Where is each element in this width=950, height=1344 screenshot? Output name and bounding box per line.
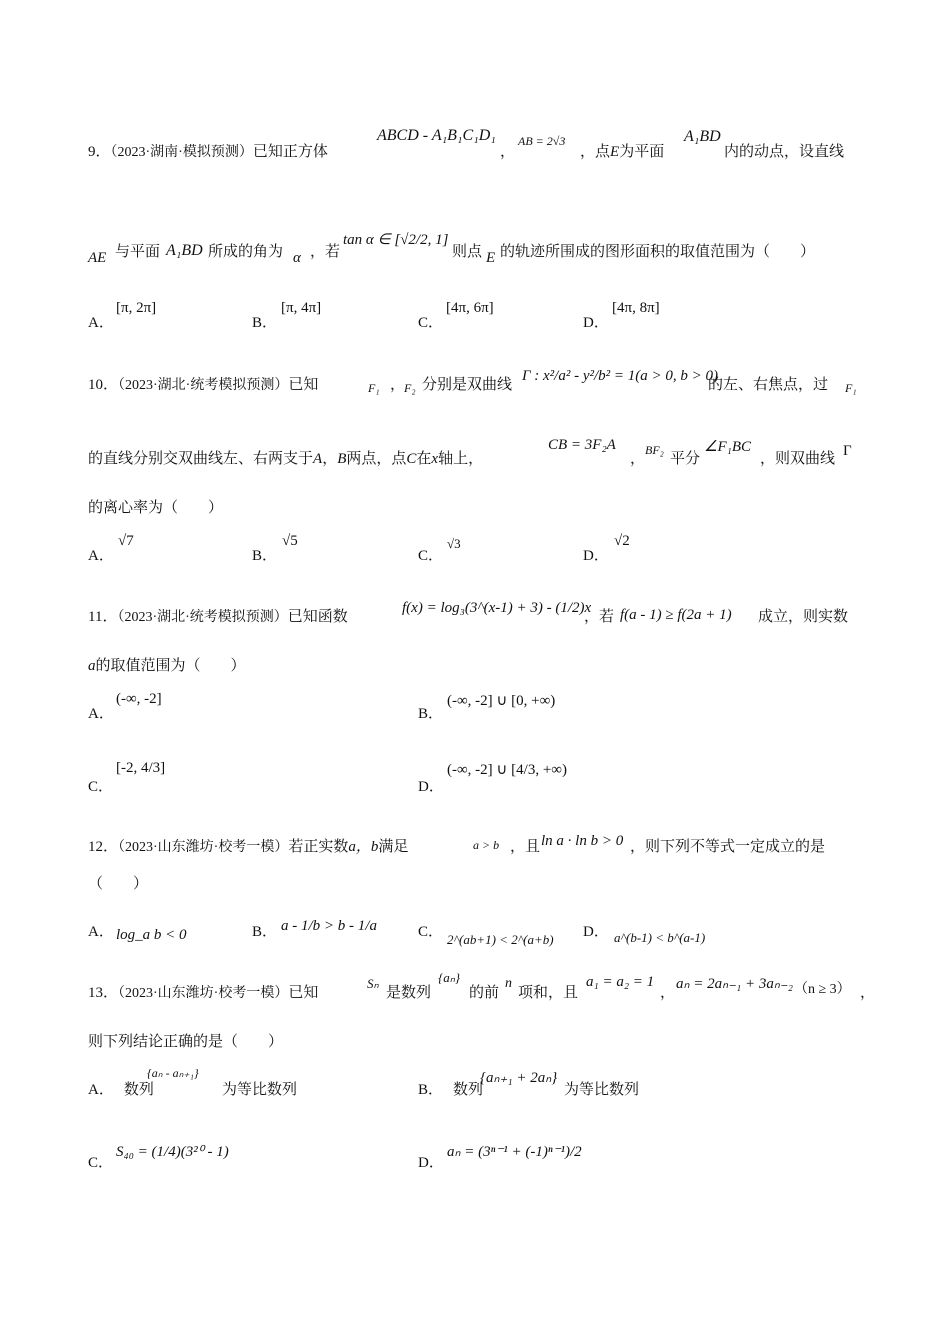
q9-number: 9． xyxy=(88,144,111,160)
q9-ae: AE xyxy=(88,250,107,266)
q13-option-b[interactable]: B． 数列 xyxy=(418,1082,484,1098)
q9-source: （2023·湖南·模拟预测） xyxy=(110,145,253,160)
q11-option-a[interactable]: A． xyxy=(88,706,114,722)
q10-hyperbola-eq: Γ : x²/a² - y²/b² = 1(a > 0, b > 0) xyxy=(522,368,719,384)
q9-option-c[interactable]: C． xyxy=(418,315,444,331)
q13-option-d[interactable]: D． xyxy=(418,1155,444,1171)
q13-option-c[interactable]: C． xyxy=(88,1155,114,1171)
q12-option-c[interactable]: C． xyxy=(418,924,444,940)
q10-option-a[interactable]: A． xyxy=(88,548,114,564)
q10-option-c[interactable]: C． xyxy=(418,548,444,564)
q9-option-b[interactable]: B． xyxy=(252,315,278,331)
q12-option-b[interactable]: B． xyxy=(252,924,278,940)
q9-option-a[interactable]: A． xyxy=(88,315,114,331)
q9-cube-expr: ABCD - A₁B₁C₁D₁ xyxy=(377,127,496,144)
q9-option-d[interactable]: D． xyxy=(583,315,609,331)
q11-function: f(x) = log₃(3^(x-1) + 3) - (1/2)x xyxy=(402,600,592,616)
q10-line-1: 10．（2023·湖北·统考模拟预测）已知 xyxy=(88,377,319,393)
q9-plane-expr: A₁BD xyxy=(684,128,721,145)
q10-option-d[interactable]: D． xyxy=(583,548,609,564)
q11-option-d[interactable]: D． xyxy=(418,779,444,795)
q10-option-b[interactable]: B． xyxy=(252,548,278,564)
q10-line-2: 的直线分别交双曲线左、右两支于A，B两点，点C在x轴上， xyxy=(88,451,484,467)
q11-line-1: 11．（2023·湖北·统考模拟预测）已知函数 xyxy=(88,609,348,625)
q9-line-1: 9．（2023·湖南·模拟预测）已知正方体 xyxy=(88,144,328,160)
q9-ab-expr: AB = 2√3 xyxy=(518,134,566,148)
q10-vector-cond: CB = 3F₂A xyxy=(548,437,616,453)
q12-line-1: 12．（2023·山东潍坊·校考一模）若正实数a，b满足 xyxy=(88,839,409,855)
q13-option-a[interactable]: A． 数列 xyxy=(88,1082,154,1098)
q11-option-c[interactable]: C． xyxy=(88,779,114,795)
q12-option-a[interactable]: A． xyxy=(88,924,114,940)
q13-line-1: 13．（2023·山东潍坊·校考一模）已知 xyxy=(88,985,319,1001)
q11-option-b[interactable]: B． xyxy=(418,706,444,722)
q9-tan-condition: tan α ∈ [√2/2, 1] xyxy=(343,232,449,248)
q12-option-d[interactable]: D． xyxy=(583,924,609,940)
